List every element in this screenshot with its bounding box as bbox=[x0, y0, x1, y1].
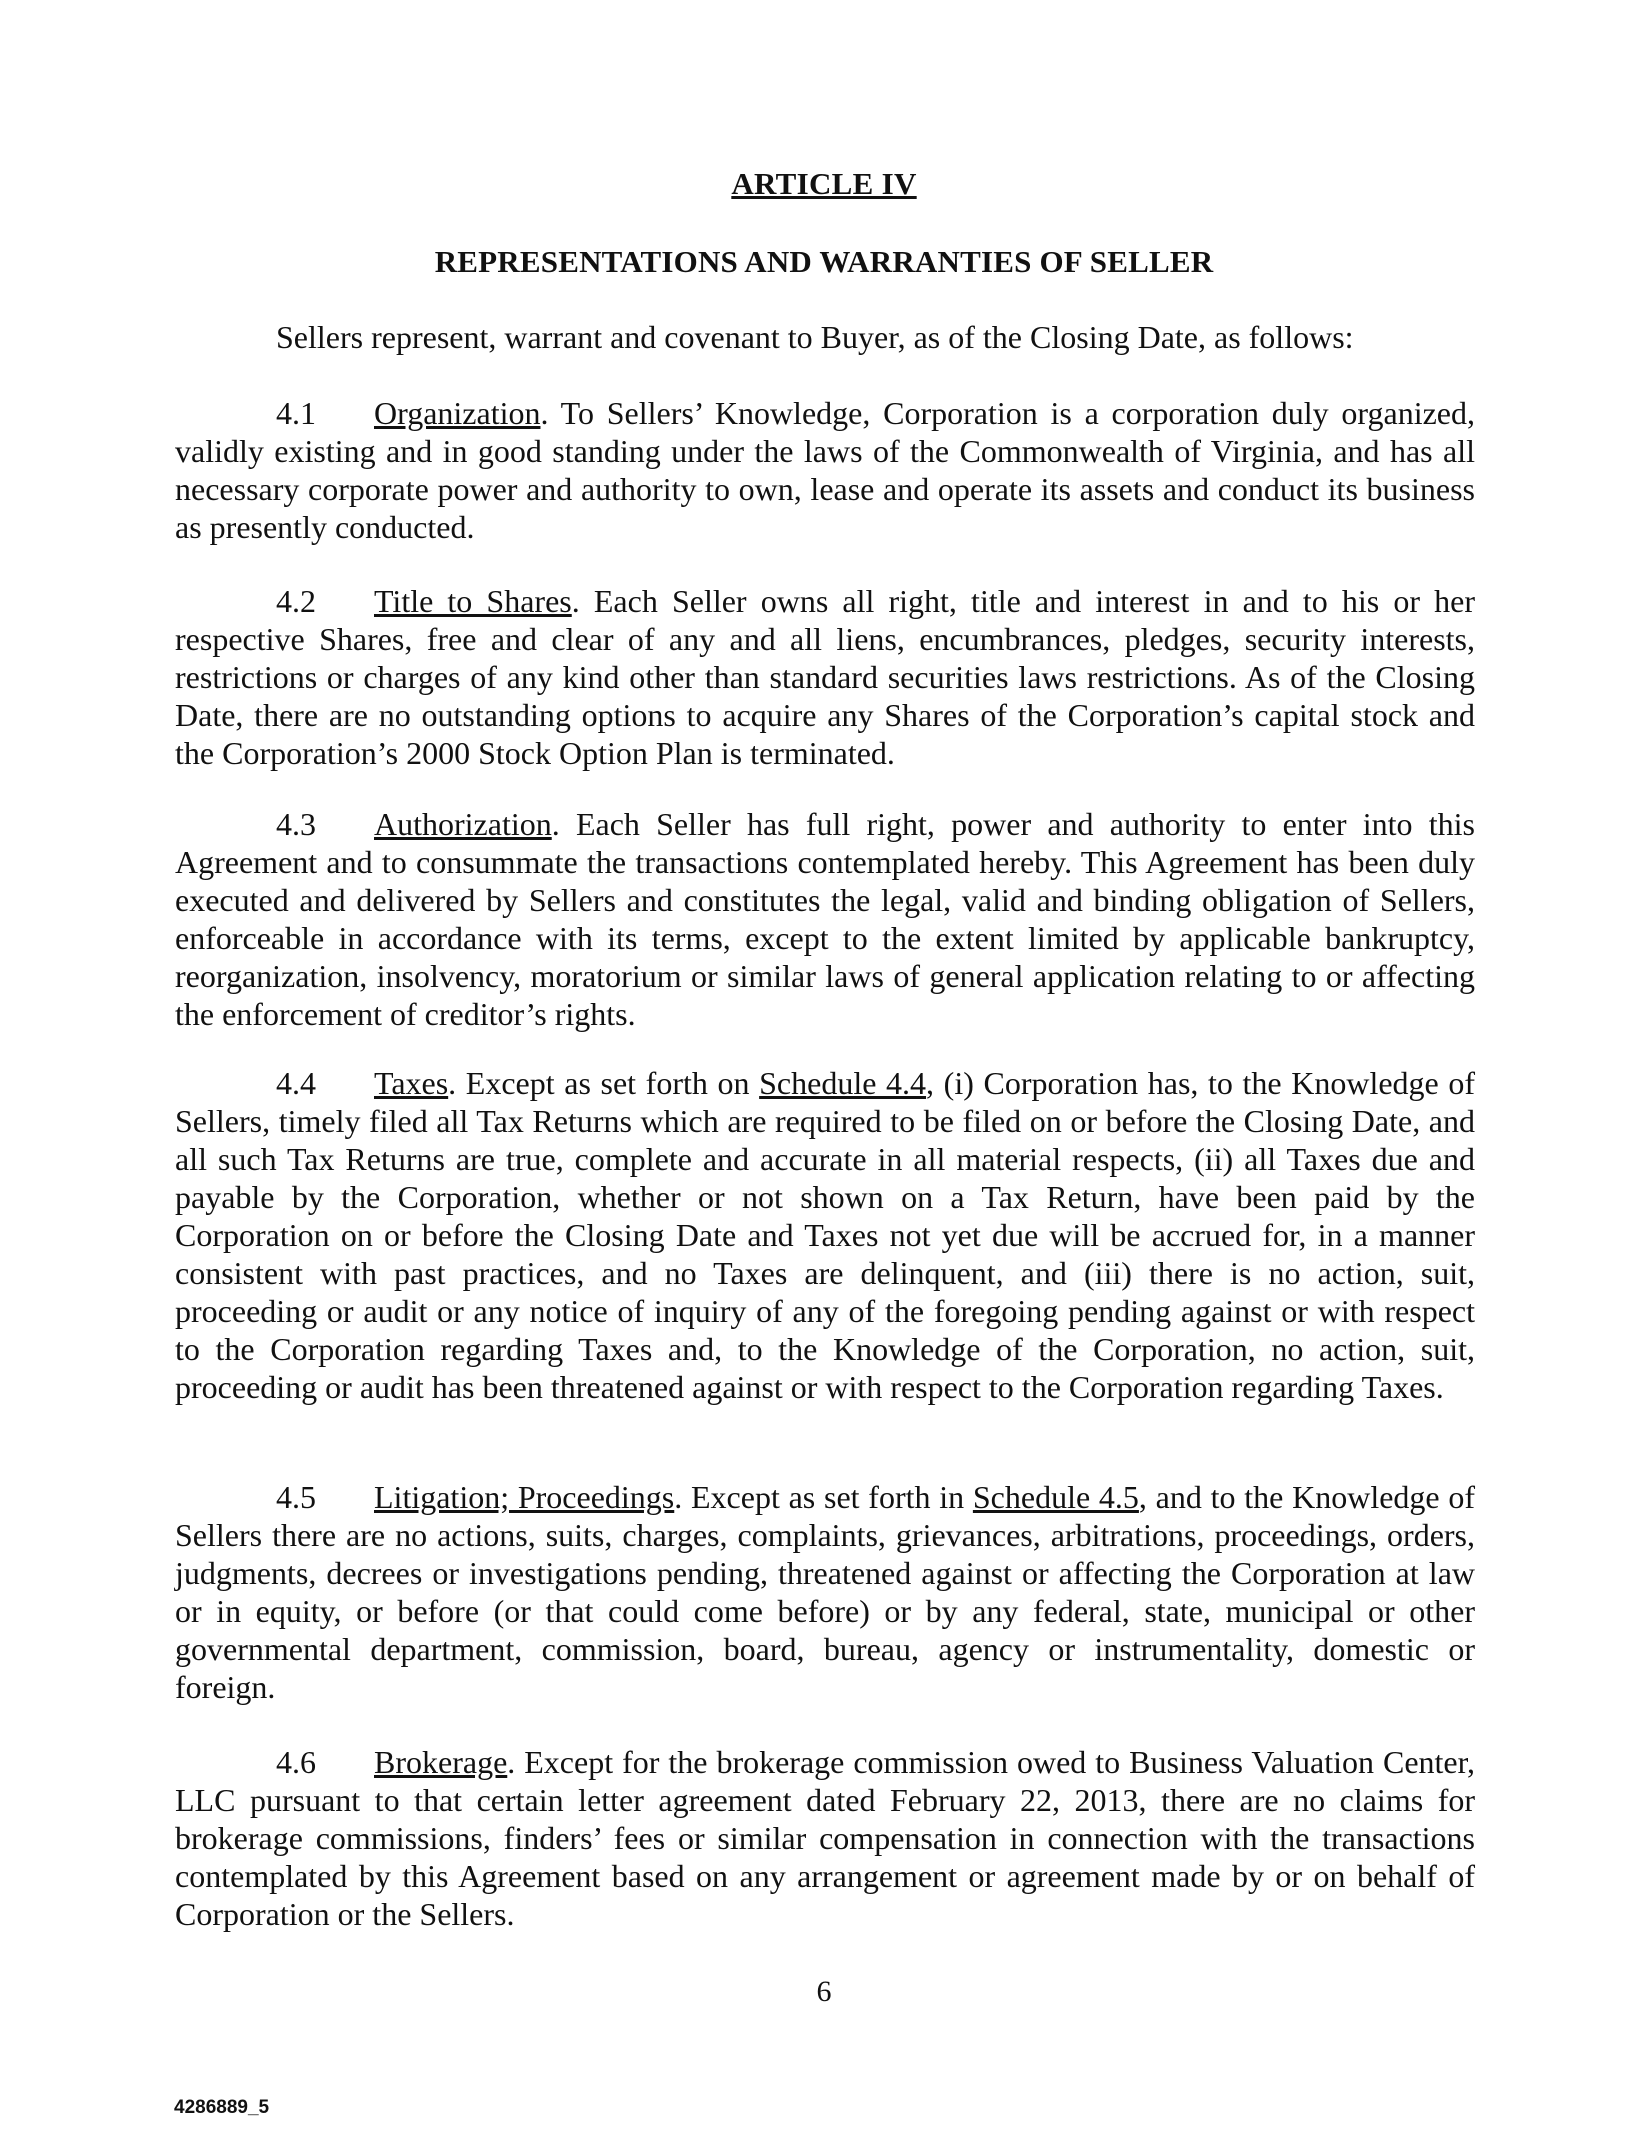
schedule-reference: Schedule 4.5 bbox=[972, 1479, 1139, 1515]
section-text: . Each Seller has full right, power and authority to enter into this Agreement and to consummate the transactions contemplated hereby. This Agreement has been duly executed and delivered by Sellers and constitutes the legal, valid and binding obligation of Sellers, enforceable in accordance with its terms, except to the extent limited by applicable bankruptcy, reorganization, insolvency, moratorium or similar laws of general application relating to or affecting the enforcement of creditor’s rights. bbox=[175, 806, 1475, 1032]
section-title-to-shares bbox=[175, 582, 1475, 772]
section-text: , (i) Corporation has, to the Knowledge of Sellers, timely filed all Tax Returns which are required to be filed on or before the Closing Date, and all such Tax Returns are true, complete and accurate in all material respects, (ii) all Taxes due and payable by the Corporation, whether or not shown on a Tax Return, have been paid by the Corporation on or before the Closing Date and Taxes not yet due will be accrued for, in a manner consistent with past practices, and no Taxes are delinquent, and (iii) there is no action, suit, proceeding or audit or any notice of inquiry of any of the foregoing pending against or with respect to the Corporation regarding Taxes and, to the Knowledge of the Corporation, no action, suit, proceeding or audit has been threatened against or with respect to the Corporation regarding Taxes. bbox=[175, 1065, 1476, 1405]
section-organization bbox=[175, 394, 1475, 546]
section-text: , and to the Knowledge of Sellers there are no actions, suits, charges, complaints, grievances, arbitrations, proceedings, orders, judgments, decrees or investigations pending, threatened against or affecting the Corporation at law or in equity, or before (or that could come before) or by any federal, state, municipal or other governmental department, commission, board, bureau, agency or instrumentality, domestic or foreign. bbox=[175, 1479, 1476, 1705]
section-heading: Taxes bbox=[374, 1065, 449, 1101]
section-heading: Brokerage bbox=[374, 1744, 508, 1780]
section-text: . Except as set forth on bbox=[448, 1065, 760, 1101]
page-number: 6 bbox=[816, 1975, 832, 2008]
schedule-reference: Schedule 4.4 bbox=[759, 1065, 927, 1101]
document-id: 4286889_5 bbox=[174, 2097, 270, 2118]
section-text: . To Sellers’ Knowledge, Corporation is a corporation duly organized, validly existing and in good standing under the laws of the Commonwealth of Virginia, and has all necessary corporate power and authority to own, lease and operate its assets and conduct its business as presently conducted. bbox=[175, 395, 1475, 545]
section-number: 4.3 bbox=[276, 806, 316, 842]
section-text: . Except as set forth in bbox=[674, 1479, 973, 1515]
section-number: 4.6 bbox=[276, 1744, 316, 1780]
section-heading: Authorization bbox=[374, 806, 552, 842]
section-number: 4.2 bbox=[276, 583, 316, 619]
section-authorization bbox=[175, 805, 1475, 1033]
section-number: 4.5 bbox=[276, 1479, 316, 1515]
article-title: REPRESENTATIONS AND WARRANTIES OF SELLER bbox=[434, 244, 1214, 279]
section-heading: Organization bbox=[374, 395, 541, 431]
section-brokerage bbox=[175, 1743, 1475, 1933]
section-text: . Except for the brokerage commission owed to Business Valuation Center, LLC pursuant to that certain letter agreement dated February 22, 2013, there are no claims for brokerage commissions, finders’ fees or similar compensation in connection with the transactions contemplated by this Agreement based on any arrangement or agreement made by or on behalf of Corporation or the Sellers. bbox=[175, 1744, 1475, 1932]
section-number: 4.1 bbox=[276, 395, 316, 431]
section-text: . Each Seller owns all right, title and interest in and to his or her respective Shares, free and clear of any and all liens, encumbrances, pledges, security interests, restrictions or charges of any kind other than standard securities laws restrictions. As of the Closing Date, there are no outstanding options to acquire any Shares of the Corporation’s capital stock and the Corporation’s 2000 Stock Option Plan is terminated. bbox=[175, 583, 1476, 771]
section-litigation-proceedings bbox=[175, 1478, 1475, 1706]
section-heading: Litigation; Proceedings bbox=[374, 1479, 675, 1515]
article-heading: ARTICLE IV bbox=[731, 166, 917, 201]
section-taxes bbox=[175, 1064, 1475, 1406]
section-heading: Title to Shares bbox=[374, 583, 572, 619]
article-intro: Sellers represent, warrant and covenant to Buyer, as of the Closing Date, as follows: bbox=[276, 319, 1354, 355]
section-number: 4.4 bbox=[276, 1065, 316, 1101]
